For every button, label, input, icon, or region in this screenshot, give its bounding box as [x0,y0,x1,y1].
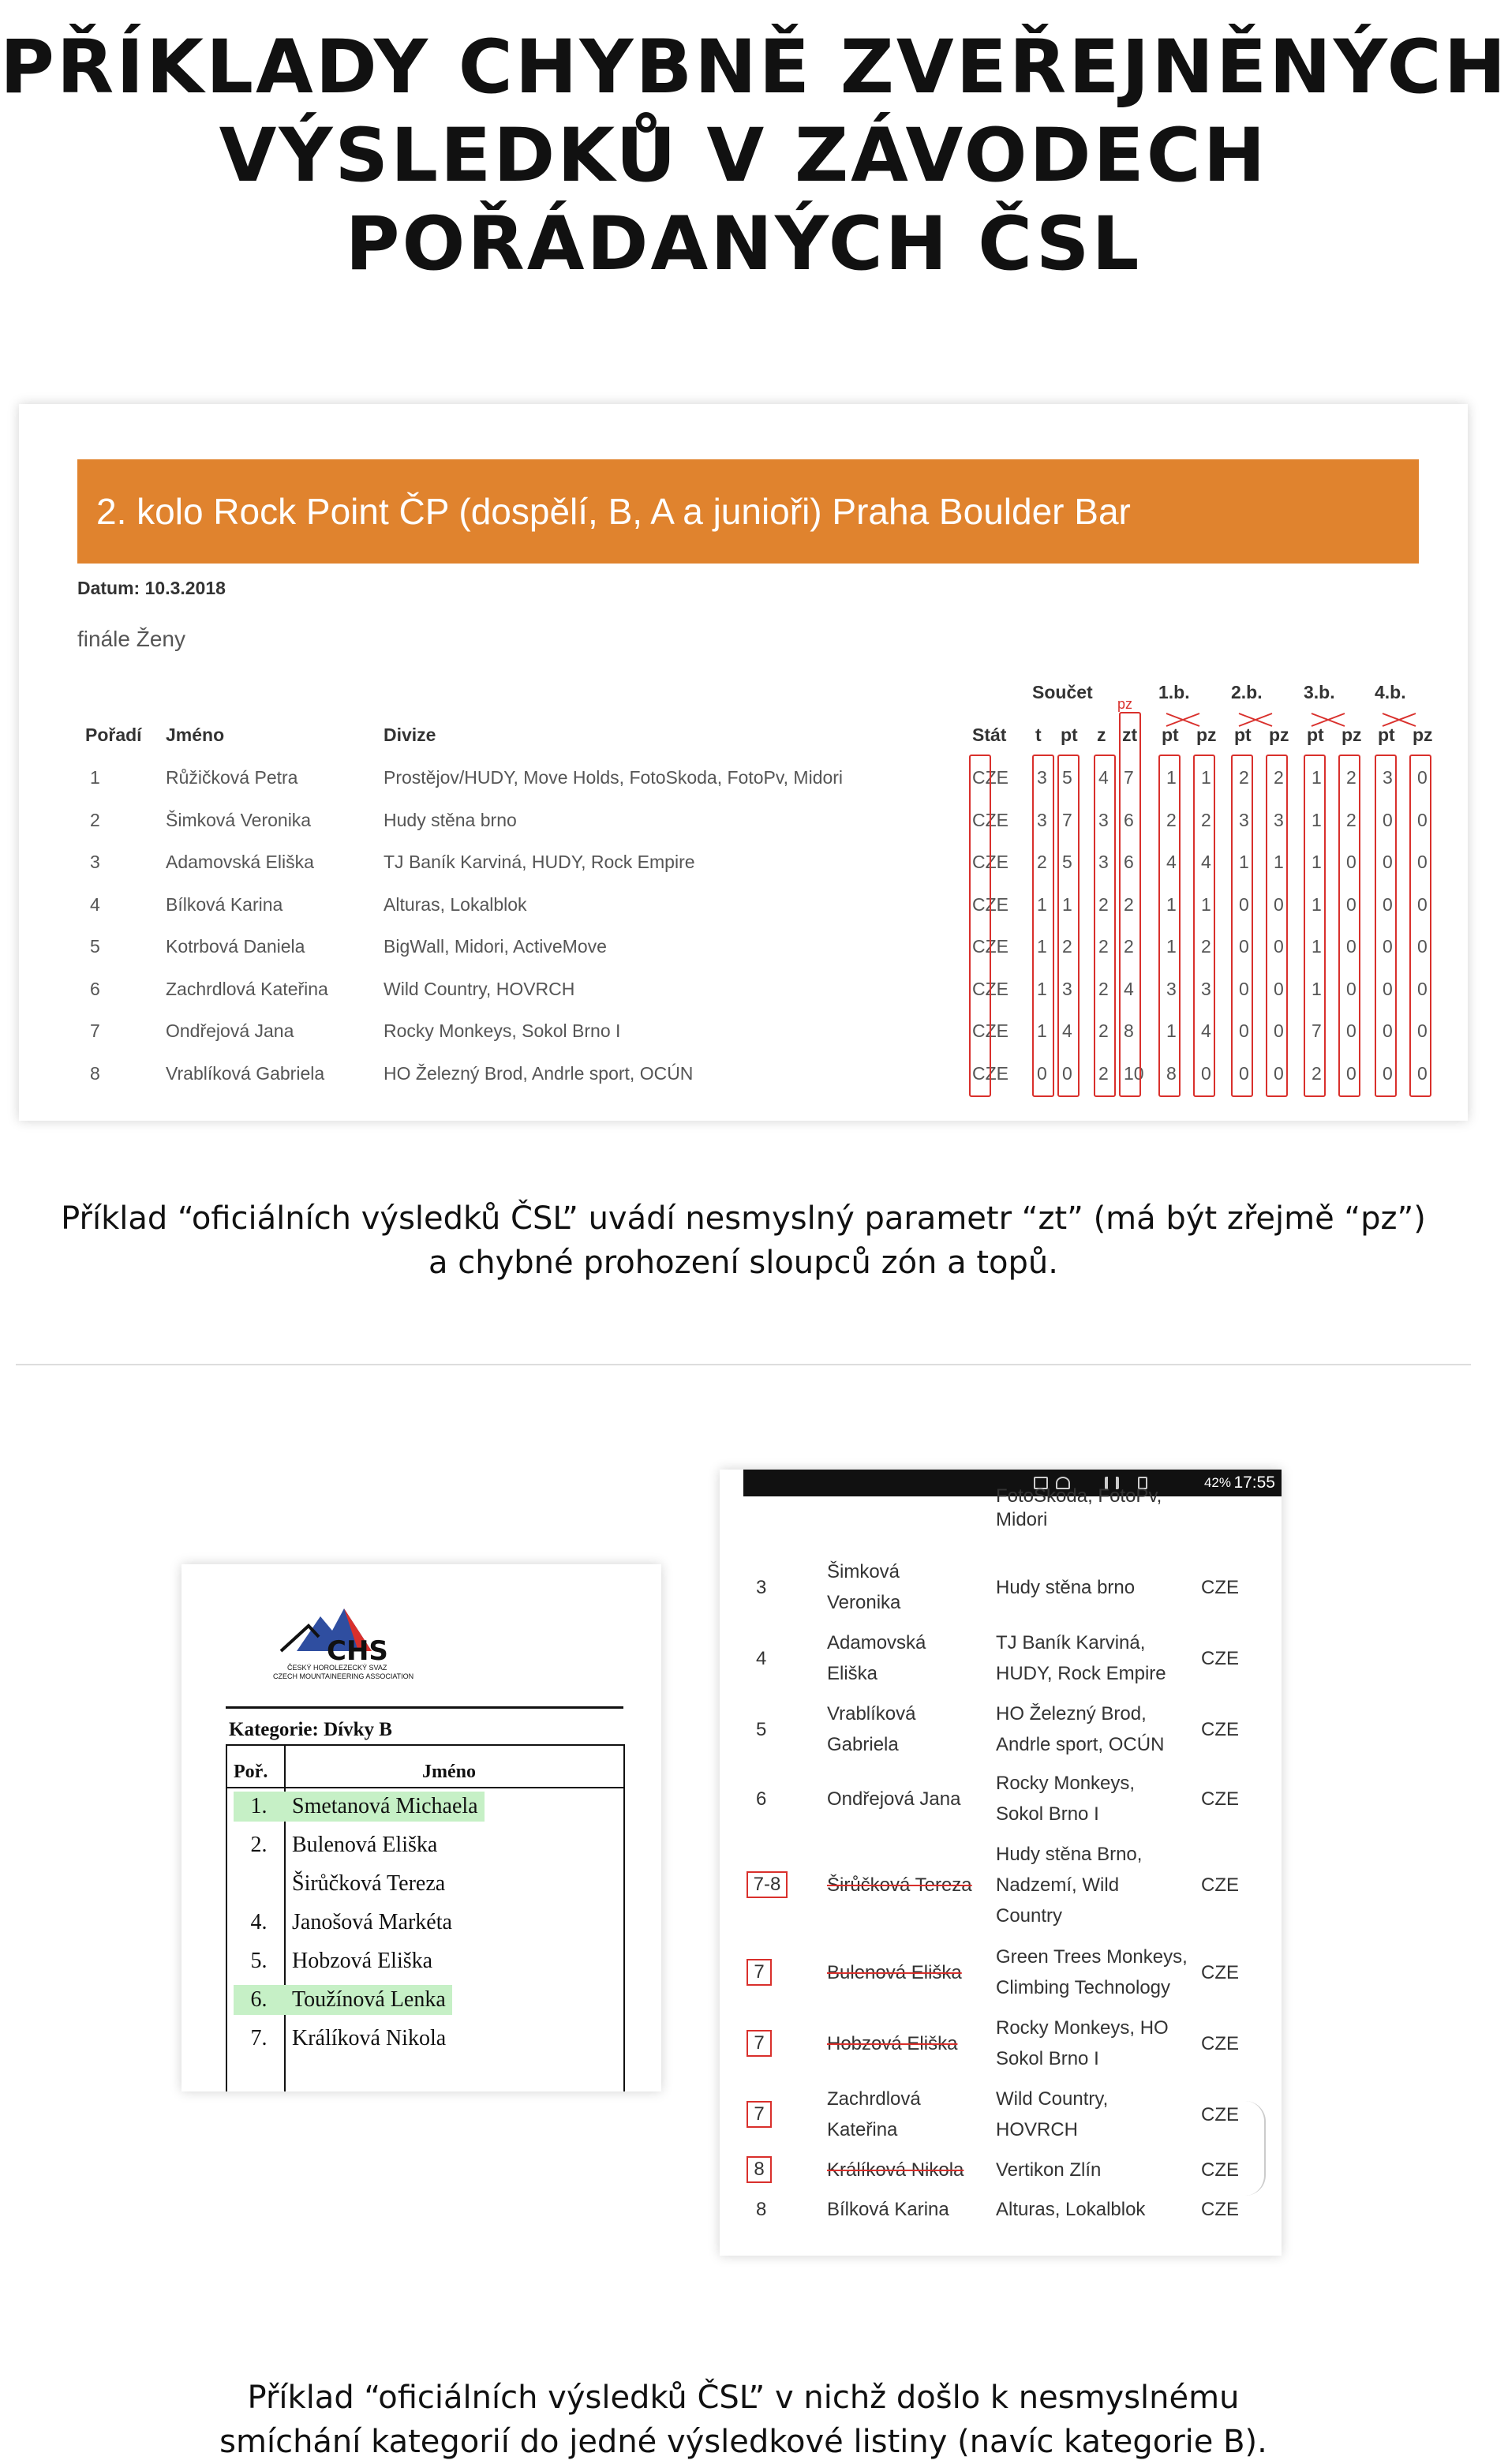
phone-row-name: Gabriela [827,1734,899,1755]
row-value: 0 [1417,1020,1428,1041]
column-header: Divize [384,725,436,745]
column-header: zt [1122,725,1138,745]
column-header: z [1097,725,1106,745]
highlight-box [1231,755,1253,1097]
group-header: 3.b. [1304,682,1335,702]
title-line-1: PŘÍKLADY CHYBNĚ ZVEŘEJNĚNÝCH [0,24,1508,110]
row-division: Wild Country, HOVRCH [384,978,575,999]
row-division: Rocky Monkeys, Sokol Brno I [384,1020,621,1041]
group-header: 2.b. [1231,682,1263,702]
phone-row-rank: 5 [756,1718,767,1740]
row-value: 1 [1037,1020,1047,1041]
phone-row-rank: 3 [756,1576,767,1598]
row-value: 1 [1201,767,1211,788]
row-division: Hudy stěna brno [384,809,517,830]
phone-row-name: Zachrdlová [827,2088,921,2110]
phone-row-division: Sokol Brno I [996,1803,1099,1825]
highlight-box [1057,755,1080,1097]
phone-row-name: Šimková [827,1561,900,1582]
phone-row-state: CZE [1201,2159,1239,2181]
pz-annotation: pz [1117,696,1133,712]
chs-logo-text: CHS [327,1635,388,1667]
highlight-box [1304,755,1326,1097]
group-header: 4.b. [1375,682,1406,702]
row-name: Ondřejová Jana [166,1020,294,1041]
row-value: 0 [1346,978,1356,999]
row-value: 0 [1037,1062,1047,1084]
row-value: 0 [1383,809,1393,830]
chs-row-rank: 2. [250,1833,268,1857]
row-value: 5 [1062,767,1072,788]
column-header: pz [1196,725,1217,745]
column-header: pz [1269,725,1289,745]
row-division: Prostějov/HUDY, Move Holds, FotoSkoda, FotoPv, Midori [384,767,844,788]
chs-row [234,1946,439,1976]
chs-category: Kategorie: Dívky B [229,1719,392,1740]
row-value: 0 [1346,936,1356,957]
row-value: 0 [1417,767,1428,788]
row-value: 4 [1098,767,1109,788]
row-name: Šimková Veronika [166,809,312,830]
caption-1 [0,1196,1487,1285]
row-value: 2 [1346,809,1356,830]
column-header: Jméno [166,725,225,745]
highlight-box [1409,755,1431,1097]
phone-row-division: HUDY, Rock Empire [996,1663,1166,1684]
swap-arrow [1239,713,1272,726]
row-value: 0 [1062,1062,1072,1084]
row-value: 4 [1124,978,1134,999]
highlight-box [1158,755,1181,1097]
phone-row-name: Ondřejová Jana [827,1788,961,1810]
row-division: TJ Baník Karviná, HUDY, Rock Empire [384,852,695,872]
chs-row [234,2024,452,2054]
row-value: 8 [1124,1020,1134,1041]
column-header: pt [1234,725,1252,745]
phone-row-name: Kateřina [827,2119,898,2140]
phone-row-division: Sokol Brno I [996,2048,1099,2069]
row-value: 0 [1417,978,1428,999]
phone-row-division: Rocky Monkeys, [996,1773,1136,1794]
row-value: 1 [1312,767,1322,788]
row-value: 2 [1201,936,1211,957]
row-value: 4 [1166,852,1177,872]
highlight-box [1032,755,1054,1097]
row-value: 1 [1274,852,1284,872]
column-header: t [1035,725,1042,745]
highlight-box [1193,755,1215,1097]
phone-row-name: Veronika [827,1592,901,1613]
row-state: CZE [972,893,1008,915]
row-state: CZE [972,936,1008,957]
phone-row-name: Adamovská [827,1632,926,1653]
row-value: 0 [1346,893,1356,915]
chs-row [234,1869,451,1899]
row-division: HO Železný Brod, Andrle sport, OCÚN [384,1062,694,1084]
chs-row-rank: 4. [250,1910,268,1934]
column-header: Pořadí [85,725,142,745]
row-value: 0 [1274,1062,1284,1084]
phone-row-division: TJ Baník Karviná, [996,1632,1146,1653]
results-header-bar: 2. kolo Rock Point ČP (dospělí, B, A a junioři) Praha Boulder Bar [77,459,1419,564]
row-state: CZE [972,1062,1008,1084]
row-value: 1 [1312,852,1322,872]
phone-row-division: Nadzemí, Wild [996,1874,1120,1896]
chs-row-name: Širůčková Tereza [292,1871,446,1896]
chs-rule-right [623,1744,625,2091]
row-value: 0 [1239,936,1249,957]
row-value: 10 [1124,1062,1144,1084]
row-state: CZE [972,852,1008,872]
row-value: 4 [1201,1020,1211,1041]
group-header: Součet [1032,682,1093,702]
phone-row-rank: 8 [756,2199,767,2220]
phone-row-state: CZE [1201,2032,1239,2054]
chs-row [234,1985,452,2015]
results-table [19,404,1468,1121]
row-value: 0 [1239,1020,1249,1041]
results-category: finále Ženy [77,627,185,651]
row-value: 0 [1346,852,1356,872]
phone-row-state: CZE [1201,1576,1239,1598]
chs-rule-top [226,1706,623,1709]
row-rank: 5 [90,936,100,957]
row-value: 0 [1239,978,1249,999]
chs-logo-sub-1: ČESKÝ HOROLEZECKÝ SVAZ [287,1664,387,1672]
chs-row [234,1908,458,1938]
row-value: 1 [1062,893,1072,915]
row-value: 1 [1312,936,1322,957]
phone-row-name: Bulenová Eliška [827,1961,962,1983]
row-name: Zachrdlová Kateřina [166,978,328,999]
group-header: 1.b. [1158,682,1190,702]
phone-row-state: CZE [1201,1788,1239,1810]
row-value: 0 [1383,893,1393,915]
results-screenshot-card [19,404,1468,1121]
phone-row-state: CZE [1201,1961,1239,1983]
phone-row-rank: 7-8 [747,1871,788,1898]
phone-screenshot-card [720,1470,1282,2256]
row-value: 2 [1166,809,1177,830]
row-value: 0 [1274,978,1284,999]
chs-row-name: Smetanová Michaela [284,1792,485,1822]
phone-row-division: Alturas, Lokalblok [996,2199,1146,2220]
highlight-box [1375,755,1397,1097]
row-value: 1 [1037,893,1047,915]
row-name: Bílková Karina [166,893,283,915]
row-value: 0 [1417,852,1428,872]
row-value: 1 [1166,936,1177,957]
row-value: 1 [1312,809,1322,830]
row-value: 7 [1124,767,1134,788]
chs-logo-sub-2: CZECH MOUNTAINEERING ASSOCIATION [273,1672,414,1680]
title-line-3: POŘÁDANÝCH ČSL [345,201,1142,287]
chs-row-name: Králíková Nikola [292,2026,447,2050]
battery-percent: 42% [1203,1475,1231,1490]
caption-2-line-1: Příklad “oficiálních výsledků ČSL” v nichž došlo k nesmyslnému [247,2380,1240,2416]
column-header: pz [1341,725,1362,745]
row-state: CZE [972,1020,1008,1041]
caption-2-line-2: smíchání kategorií do jedné výsledkové listiny (navíc kategorie B). [219,2424,1267,2460]
row-value: 2 [1124,893,1134,915]
row-value: 0 [1417,809,1428,830]
row-rank: 6 [90,978,100,999]
highlight-box [1338,755,1360,1097]
row-value: 3 [1383,767,1393,788]
row-value: 0 [1239,893,1249,915]
phone-row-division: Wild Country, [996,2088,1109,2110]
row-value: 2 [1062,936,1072,957]
chs-row-name: Janošová Markéta [292,1910,452,1934]
highlight-box [1119,712,1141,1097]
row-value: 3 [1037,809,1047,830]
swap-arrow [1312,713,1345,726]
row-division: Alturas, Lokalblok [384,893,527,915]
phone-row-state: CZE [1201,2199,1239,2220]
column-header: pz [1413,725,1433,745]
row-value: 1 [1037,936,1047,957]
row-value: 0 [1239,1062,1249,1084]
row-value: 1 [1166,1020,1177,1041]
chs-row [234,1792,485,1822]
phone-row-division: HO Železný Brod, [996,1703,1147,1724]
row-value: 0 [1346,1062,1356,1084]
results-date: Datum: 10.3.2018 [77,578,226,598]
chs-row-rank: 1. [234,1792,284,1822]
phone-row-name: Eliška [827,1663,878,1684]
scroll-indicator [1245,2101,1266,2196]
phone-row-division: HOVRCH [996,2119,1079,2140]
row-rank: 8 [90,1062,100,1084]
row-value: 0 [1383,852,1393,872]
phone-row-state: CZE [1201,2103,1239,2125]
highlight-box [1266,755,1288,1097]
row-value: 2 [1346,767,1356,788]
row-state: CZE [972,978,1008,999]
chs-row [234,1830,443,1860]
row-value: 0 [1201,1062,1211,1084]
column-header: pt [1162,725,1179,745]
phone-row-rank: 7 [747,2101,772,2128]
row-division: BigWall, Midori, ActiveMove [384,936,607,957]
row-value: 6 [1124,852,1134,872]
row-value: 1 [1239,852,1249,872]
row-value: 2 [1274,767,1284,788]
row-value: 2 [1098,936,1109,957]
row-value: 0 [1383,936,1393,957]
phone-row-division: Green Trees Monkeys, [996,1946,1188,1968]
phone-row-division: Rocky Monkeys, HO [996,2017,1169,2039]
column-header: pt [1307,725,1324,745]
caption-2 [0,2376,1487,2464]
title-line-2: VÝSLEDKŮ V ZÁVODECH [219,113,1268,199]
row-value: 1 [1166,767,1177,788]
column-header: pt [1378,725,1395,745]
row-value: 1 [1166,893,1177,915]
row-value: 0 [1346,1020,1356,1041]
phone-row-state: CZE [1201,1647,1239,1669]
row-value: 2 [1098,1062,1109,1084]
chs-results-card [181,1564,661,2091]
phone-row-division: Andrle sport, OCÚN [996,1734,1165,1755]
row-value: 0 [1274,1020,1284,1041]
chs-row-rank: 5. [250,1949,268,1973]
chs-logo [265,1602,415,1697]
row-value: 0 [1274,893,1284,915]
highlight-box [969,755,991,1097]
chs-row-rank: 6. [234,1985,284,2015]
chs-rule-left [226,1744,227,2091]
phone-row-name: Vrablíková [827,1703,916,1724]
row-state: CZE [972,767,1008,788]
swap-arrow [1383,713,1416,726]
row-value: 2 [1037,852,1047,872]
section-divider [16,1364,1471,1365]
row-value: 2 [1124,936,1134,957]
row-value: 7 [1062,809,1072,830]
swap-arrows-icon [19,404,1468,736]
row-rank: 1 [90,767,100,788]
row-rank: 7 [90,1020,100,1041]
phone-row-name: Hobzová Eliška [827,2032,958,2054]
chs-row-name: Bulenová Eliška [292,1833,438,1857]
row-value: 3 [1274,809,1284,830]
row-state: CZE [972,809,1008,830]
row-value: 0 [1274,936,1284,957]
row-name: Vrablíková Gabriela [166,1062,325,1084]
chs-row-name: Toužínová Lenka [284,1985,452,2015]
phone-cut-line-1: FotoSkoda, FotoPv, [996,1485,1162,1507]
row-value: 1 [1201,893,1211,915]
phone-row-division: Country [996,1905,1063,1927]
row-value: 3 [1239,809,1249,830]
row-value: 4 [1201,852,1211,872]
row-value: 3 [1037,767,1047,788]
phone-row-state: CZE [1201,1874,1239,1896]
row-value: 0 [1383,978,1393,999]
phone-row-rank: 8 [747,2156,772,2183]
row-value: 6 [1124,809,1134,830]
row-value: 1 [1312,978,1322,999]
row-value: 8 [1166,1062,1177,1084]
row-value: 0 [1383,1062,1393,1084]
page-title [0,24,1508,289]
row-name: Růžičková Petra [166,767,298,788]
phone-row-state: CZE [1201,1718,1239,1740]
chs-row-rank: 7. [250,2026,268,2050]
row-rank: 4 [90,893,100,915]
phone-row-division: Vertikon Zlín [996,2159,1102,2181]
row-value: 2 [1312,1062,1322,1084]
phone-row-rank: 7 [747,1959,772,1986]
row-value: 3 [1166,978,1177,999]
row-value: 2 [1098,1020,1109,1041]
chs-col-rank: Poř. [234,1762,268,1782]
chs-row-name: Hobzová Eliška [292,1949,433,1973]
clock: 17:55 [1233,1474,1275,1492]
row-value: 2 [1098,893,1109,915]
row-value: 0 [1383,1020,1393,1041]
row-value: 0 [1417,936,1428,957]
phone-row-division: Hudy stěna Brno, [996,1844,1143,1865]
phone-row-division: Hudy stěna brno [996,1576,1136,1598]
phone-row-name: Bílková Karina [827,2199,949,2220]
row-value: 0 [1417,893,1428,915]
row-value: 5 [1062,852,1072,872]
row-value: 3 [1098,809,1109,830]
row-value: 2 [1201,809,1211,830]
row-value: 4 [1062,1020,1072,1041]
row-value: 2 [1098,978,1109,999]
chs-col-name: Jméno [422,1762,476,1782]
row-value: 7 [1312,1020,1322,1041]
row-name: Adamovská Eliška [166,852,314,872]
caption-1-line-2: a chybné prohození sloupců zón a topů. [428,1245,1058,1281]
row-name: Kotrbová Daniela [166,936,305,957]
row-value: 2 [1239,767,1249,788]
phone-cut-line-2: Midori [996,1509,1048,1530]
row-value: 0 [1417,1062,1428,1084]
row-value: 3 [1062,978,1072,999]
phone-row-rank: 6 [756,1788,767,1810]
row-rank: 3 [90,852,100,872]
swap-arrow [1166,713,1199,726]
phone-row-name: Králíková Nikola [827,2159,964,2181]
row-value: 1 [1037,978,1047,999]
row-value: 3 [1098,852,1109,872]
row-value: 3 [1201,978,1211,999]
row-value: 1 [1312,893,1322,915]
column-header: pt [1061,725,1078,745]
phone-row-rank: 4 [756,1647,767,1669]
phone-row-name: Širůčková Tereza [827,1874,972,1896]
highlight-box [1094,755,1116,1097]
column-header: Stát [972,725,1007,745]
row-rank: 2 [90,809,100,830]
phone-row-rank: 7 [747,2030,772,2057]
phone-row-division: Climbing Technology [996,1977,1171,1998]
caption-1-line-1: Příklad “oficiálních výsledků ČSL” uvádí nesmyslný parametr “zt” (má být zřejmě “pz”) [61,1200,1426,1237]
